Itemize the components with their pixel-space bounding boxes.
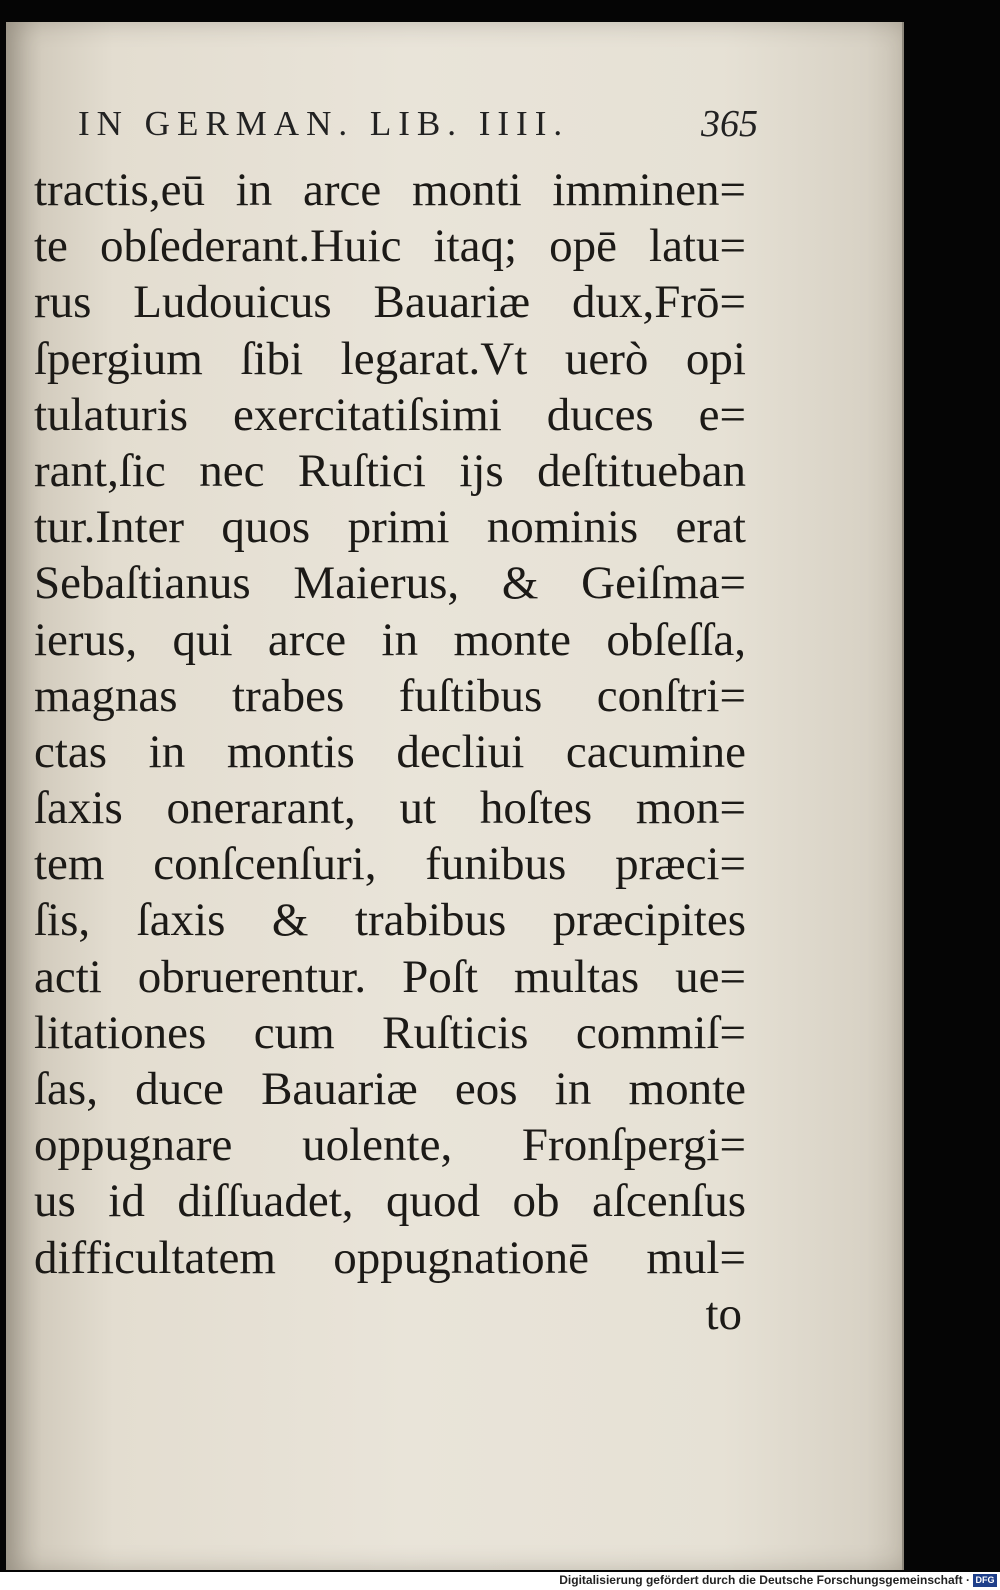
text-line: rant,ſic nec Ruſtici ijs deſtitueban [34, 444, 746, 497]
page-number: 365 [701, 103, 758, 145]
text-line: magnas trabes fuſtibus conſtri= [34, 669, 746, 722]
text-line: us id diſſuadet, quod ob aſcenſus [34, 1175, 746, 1228]
text-line: ſpergium ſibi legarat.Vt uerò opi [34, 332, 746, 385]
text-line: tulaturis exercitatiſsimi duces e= [34, 388, 746, 441]
body-text [34, 162, 746, 1342]
running-head-title: IN GERMAN. LIB. IIII. [78, 104, 570, 143]
text-line: difficultatem oppugnationē mul= [34, 1231, 746, 1284]
book-page [6, 22, 904, 1570]
text-line: ſaxis onerarant, ut hoſtes mon= [34, 782, 746, 835]
text-line: ſas, duce Bauariæ eos in monte [34, 1063, 746, 1115]
text-line: ctas in montis decliui cacumine [34, 725, 746, 778]
running-head [78, 98, 758, 150]
funding-credit: Digitalisierung gefördert durch die Deutsche Forschungsgemeinschaft · [559, 1573, 970, 1587]
text-line: acti obruerentur. Poſt multas ue= [34, 950, 746, 1003]
dfg-logo: DFG [973, 1574, 997, 1587]
text-line: te obſederant.Huic itaq; opē latu= [34, 220, 746, 273]
text-line: Sebaſtianus Maierus, & Geiſma= [34, 557, 746, 610]
digitization-footer [0, 1572, 1000, 1590]
text-line: litationes cum Ruſticis commiſ= [34, 1006, 746, 1059]
catchword: to [705, 1287, 742, 1340]
text-line: oppugnare uolente, Fronſpergi= [34, 1119, 746, 1172]
text-line: ierus, qui arce in monte obſeſſa, [34, 613, 746, 666]
text-line: tur.Inter quos primi nominis erat [34, 501, 746, 554]
text-line: tem conſcenſuri, funibus præci= [34, 838, 746, 891]
text-line: rus Ludouicus Bauariæ dux,Frō= [34, 276, 746, 329]
text-line: tractis,eū in arce monti imminen= [34, 164, 746, 216]
text-line: ſis, ſaxis & trabibus præcipites [34, 894, 746, 947]
